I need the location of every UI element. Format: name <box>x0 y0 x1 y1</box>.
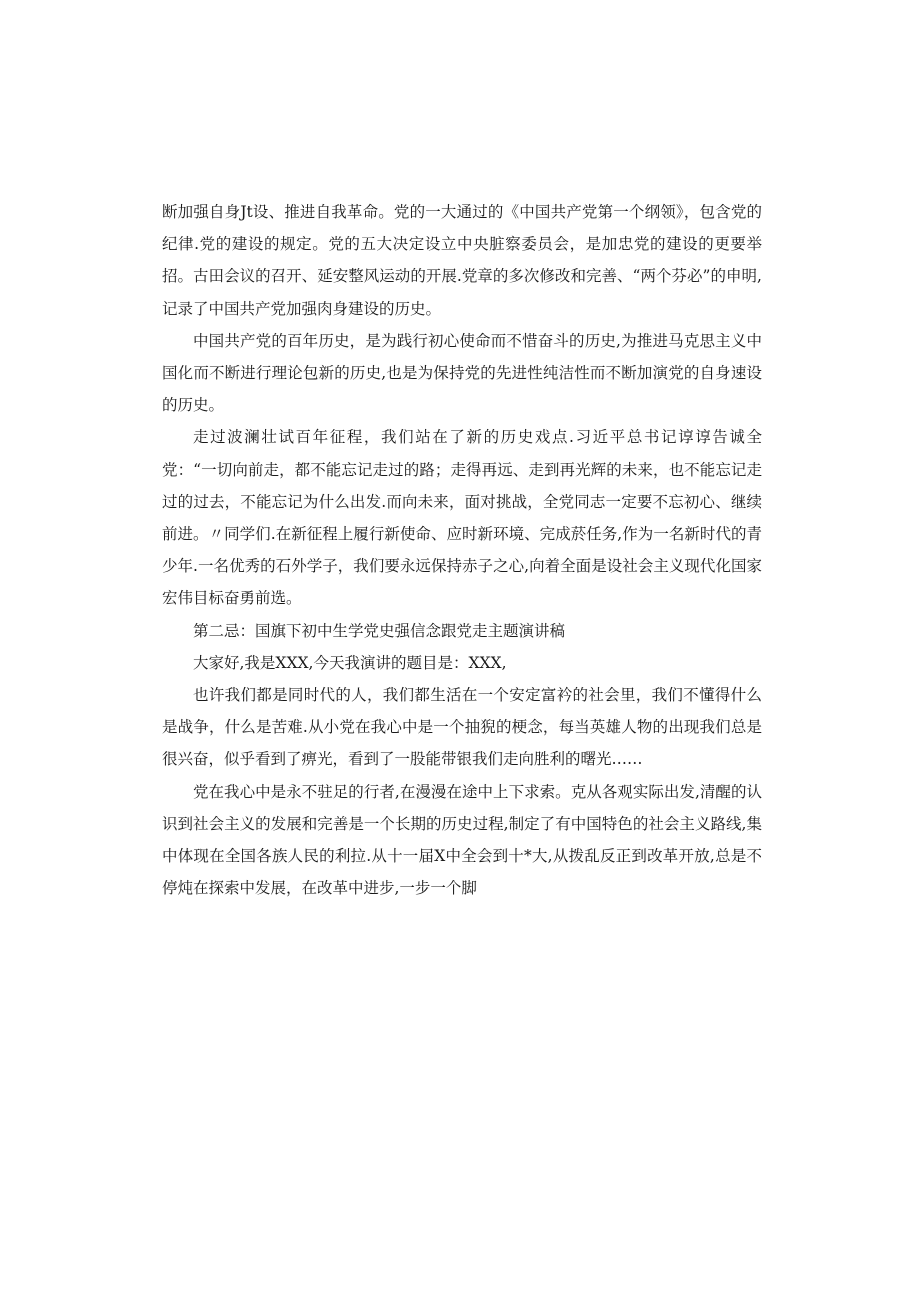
paragraph-party-explorer: 党在我心中是永不驻足的行者,在漫漫在途中上下求索。克从各观实际出发,清醒的认识到社会主义的发展和完善是一个长期的历史过程,制定了有中国特色的社会主义路线,集中体现在全国各族人民的利拉.从十一届X中全会到十*大,从拨乱反正到改革开放,总是不停炖在探索中发展，在改革中进步,一步一个脚 <box>162 782 762 898</box>
document-body <box>162 196 762 904</box>
paragraph-century-history: 中国共产党的百年历史，是为践行初心使命而不惜奋斗的历史,为推进马克思主义中国化而不断进行理论包新的历史,也是为保持党的先进性纯洁性而不断加演党的自身速设的历史。 <box>162 331 762 415</box>
section-heading: 第二忌：国旗下初中生学党史强信念跟党走主题演讲稿 <box>193 621 566 640</box>
paragraph-peaceful-era: 也许我们都是同时代的人，我们都生活在一个安定富衿的社会里，我们不懂得什么是战争，什么是苦难.从小党在我心中是一个抽猊的梗念，每当英雄人物的出现我们总是很兴奋，似乎看到了痹光，看到了一股能带银我们走向胜利的曙光…… <box>162 686 762 769</box>
paragraph-greeting: 大家好,我是XXX,今天我演讲的题目是：XXX, <box>193 653 507 672</box>
paragraph-party-building: 断加强自身Jt设、推进自我革命。党的一大通过的《中国共产党第一个纲领》，包含党的纪律.党的建设的规定。党的五大决定设立中央脏察委员会，是加忠党的建设的更要举招。古田会议的召开、延安整风运动的开展.党章的多次修改和完善、“两个芬必”的申明,记录了中国共产党加强肉身建设的历史。 <box>162 203 762 318</box>
paragraph-new-journey: 走过波澜壮试百年征程，我们站在了新的历史戏点.习近平总书记谆谆告诚全党：“一切向前走，都不能忘记走过的路；走得再远、走到再光辉的未来，也不能忘记走过的过去，不能忘记为什么出发.而向未来，面对挑战，全党同志一定要不忘初心、继续前进。〃同学们.在新征程上履行新使命、应时新环境、完成菸任务,作为一名新时代的青少年.一名优秀的石外学子，我们要永远保持赤子之心,向着全面是设社会主义现代化国家宏伟目标奋勇前选。 <box>162 428 762 608</box>
